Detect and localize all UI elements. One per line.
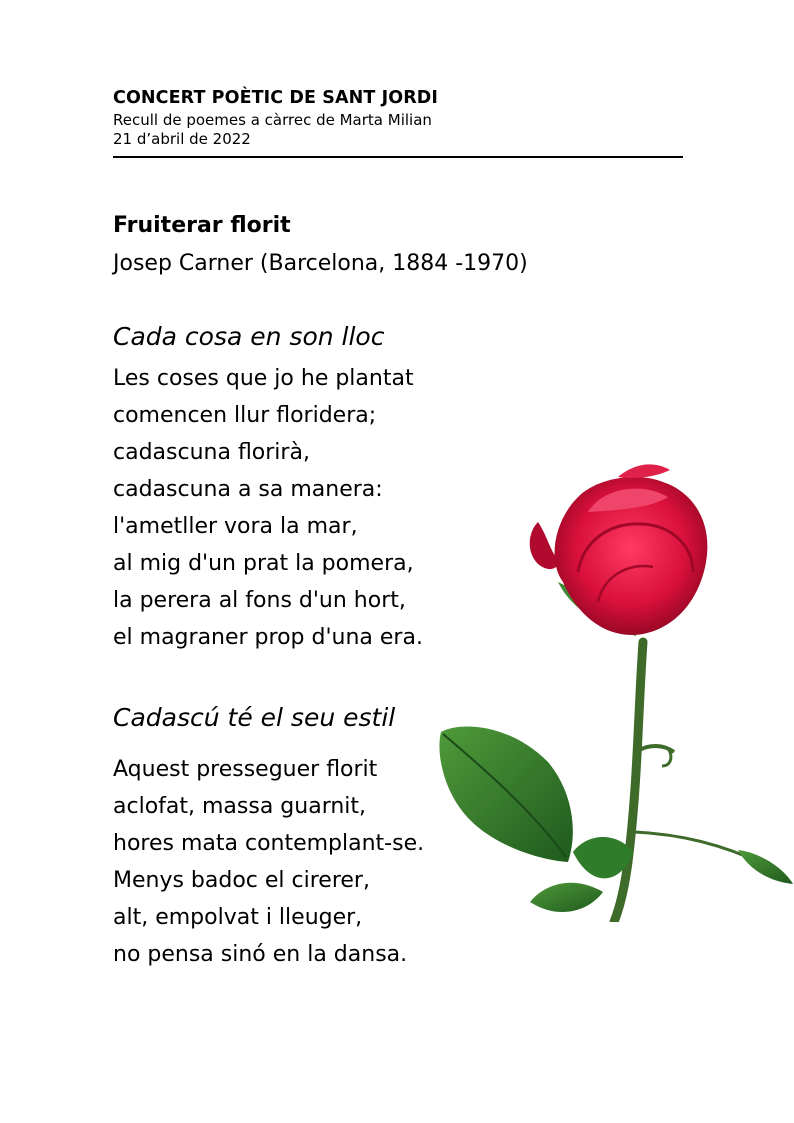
- verse-line: cadascuna florirà,: [113, 440, 310, 465]
- verse-line: no pensa sinó en la dansa.: [113, 942, 408, 967]
- verse-line: cadascuna a sa manera:: [113, 477, 383, 502]
- concert-date: 21 d’abril de 2022: [113, 130, 251, 148]
- verse-line: aclofat, massa guarnit,: [113, 794, 367, 819]
- poem-title: Fruiterar florit: [113, 213, 291, 238]
- verse-line: al mig d'un prat la pomera,: [113, 551, 414, 576]
- section-2-stanza: [113, 751, 424, 973]
- verse-line: Les coses que jo he plantat: [113, 366, 414, 391]
- header-divider: [113, 156, 683, 158]
- verse-line: hores mata contemplant-se.: [113, 831, 425, 856]
- verse-line: la perera al fons d'un hort,: [113, 588, 406, 613]
- poem-author: Josep Carner (Barcelona, 1884 -1970): [113, 251, 528, 276]
- rose-icon: [438, 452, 794, 922]
- concert-title: CONCERT POÈTIC DE SANT JORDI: [113, 88, 439, 108]
- section-1-title: Cada cosa en son lloc: [113, 322, 385, 351]
- section-2-title: Cadascú té el seu estil: [113, 703, 396, 732]
- verse-line: Aquest presseguer florit: [113, 757, 378, 782]
- collection-subtitle: Recull de poemes a càrrec de Marta Milian: [113, 111, 432, 129]
- verse-line: Menys badoc el cirerer,: [113, 868, 370, 893]
- verse-line: alt, empolvat i lleuger,: [113, 905, 363, 930]
- verse-line: el magraner prop d'una era.: [113, 625, 423, 650]
- verse-line: comencen llur floridera;: [113, 403, 377, 428]
- document-header: [113, 85, 683, 149]
- verse-line: l'ametller vora la mar,: [113, 514, 358, 539]
- section-1-stanza: [113, 360, 423, 656]
